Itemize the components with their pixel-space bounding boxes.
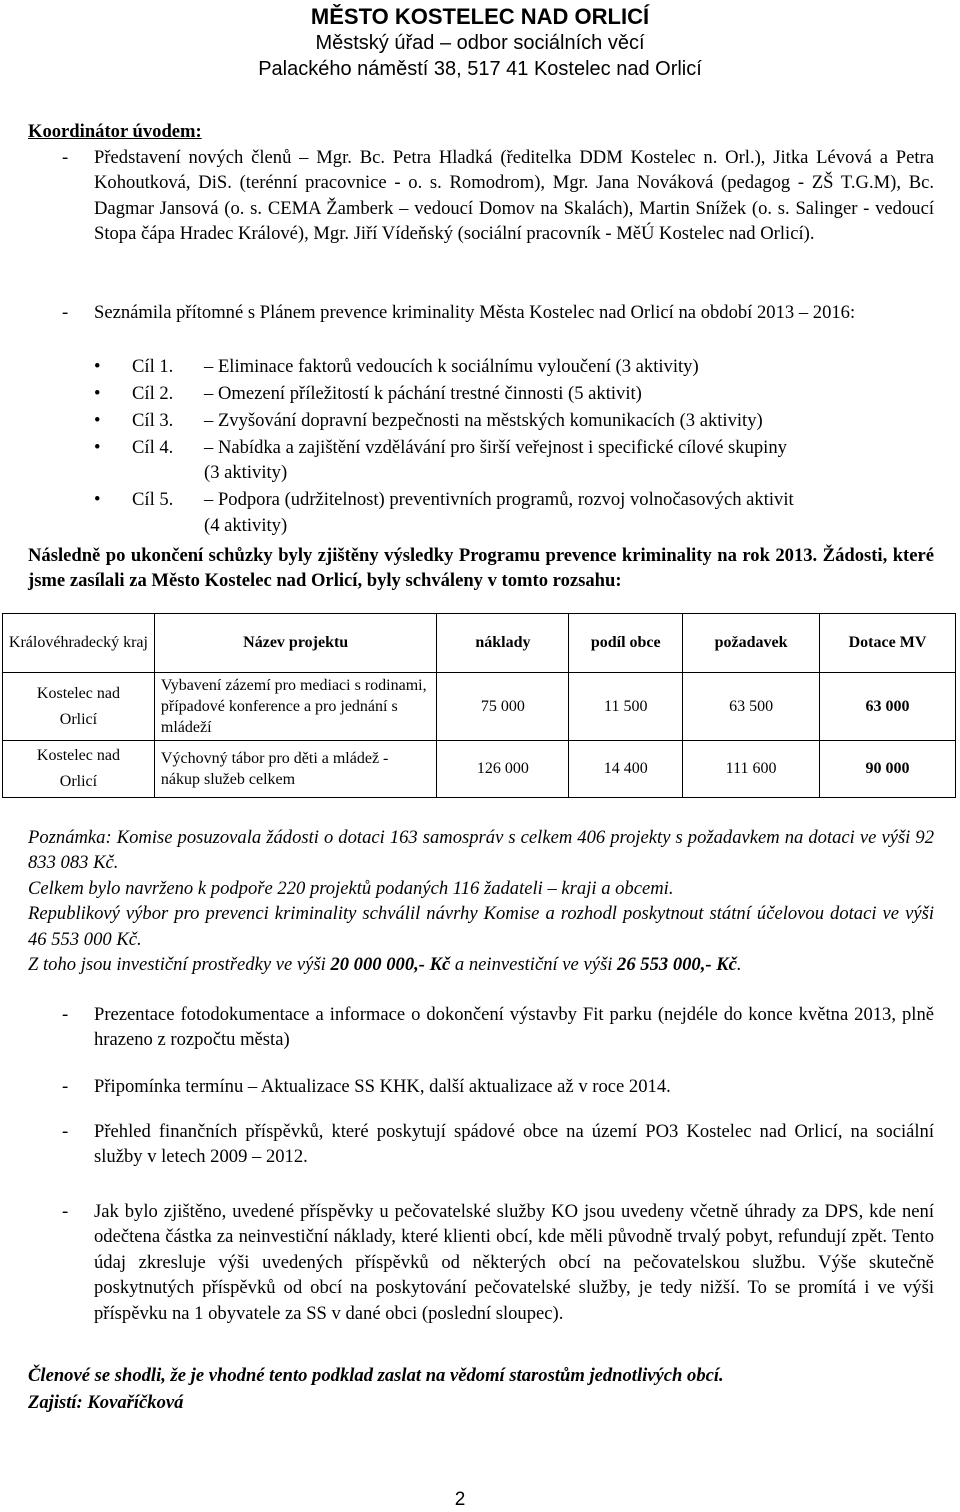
goal-item	[94, 408, 934, 433]
grants-table	[2, 613, 956, 798]
note-investment	[28, 952, 934, 977]
results-paragraph: Následně po ukončení schůzky byly zjištěny výsledky Programu prevence kriminality na rok 2013. Žádosti, které jsme zasílali za Město Kostelec nad Orlicí, byly schváleny v tomto rozsahu:	[28, 545, 934, 592]
column-header-project: Název projektu	[154, 614, 437, 673]
column-header-town-share: podíl obce	[569, 614, 683, 673]
note-noninvestment-amount: 26 553 000,- Kč	[617, 954, 737, 976]
dash-marker: -	[62, 1076, 69, 1097]
note-block	[28, 825, 934, 977]
goal-label: Cíl 5.	[132, 489, 174, 511]
goal-text: – Eliminace faktorů vedoucích k sociálnímu vyloučení (3 aktivity)	[204, 356, 699, 377]
dash-marker: -	[62, 1004, 69, 1025]
goal-item	[94, 487, 934, 538]
note-investment-amount: 20 000 000,- Kč	[330, 954, 451, 976]
goal-text: – Omezení příležitostí k páchání trestné činnosti (5 aktivit)	[204, 383, 642, 404]
note-end: .	[736, 954, 742, 976]
cell-region: Kostelec nad Orlicí	[3, 741, 155, 798]
column-header-region: Královéhradecký kraj	[3, 614, 155, 673]
item-ss-khk	[28, 1074, 934, 1099]
item-care-service	[28, 1199, 934, 1326]
coordinator-item-new-members	[28, 145, 934, 247]
cell-town-share: 14 400	[569, 741, 683, 798]
bullet-marker: •	[94, 383, 101, 404]
cell-costs: 75 000	[437, 673, 569, 741]
note-committee: Poznámka: Komise posuzovala žádosti o dotaci 163 samospráv s celkem 406 projekty s požadavkem na dotaci ve výši 92 833 083 Kč.	[28, 827, 934, 874]
dash-marker: -	[62, 147, 69, 168]
goals-list	[94, 354, 934, 540]
goal-item	[94, 354, 934, 379]
goal-label: Cíl 4.	[132, 437, 174, 458]
goal-label: Cíl 2.	[132, 383, 174, 404]
column-header-costs: náklady	[437, 614, 569, 673]
bullet-marker: •	[94, 489, 101, 511]
plan-text: Seznámila přítomné s Plánem prevence kriminality Města Kostelec nad Orlicí na období 2013 – 2016:	[94, 302, 856, 323]
item-fit-park-text: Prezentace fotodokumentace a informace o dokončení výstavby Fit parku (nejdéle do konce května 2013, plně hrazeno z rozpočtu města)	[94, 1004, 934, 1051]
letterhead	[0, 4, 960, 82]
cell-region: Kostelec nad Orlicí	[3, 673, 155, 741]
column-header-request: požadavek	[683, 614, 820, 673]
members-text: Členové se shodli, že je vhodné tento podklad zaslat na vědomí starostům jednotlivých obcí.	[28, 1365, 724, 1386]
letterhead-subtitle: Městský úřad – odbor sociálních věcí	[315, 32, 645, 54]
item-care-service-text: Jak bylo zjištěno, uvedené příspěvky u pečovatelské služby KO jsou uvedeny včetně úhrady za DPS, kde není odečtena částka za neinvestiční náklady, které klienti obcí, kde měli původně trvalý pobyt, refundují zpět. Tento údaj zkresluje výši uvedených příspěvků od některých obcí na pečovatelskou službu. Výše skutečně poskytnutých příspěvků od obcí na poskytování pečovatelské služby, je tedy nižší. To se promítá i ve výši příspěvku na 1 obyvatele za SS v dané obci (poslední sloupec).	[94, 1201, 934, 1324]
goal-text: – Nabídka a zajištění vzdělávání pro širší veřejnost i specifické cílové skupiny	[204, 437, 787, 458]
item-contributions-text: Přehled finančních příspěvků, které poskytují spádové obce na území PO3 Kostelec nad Orlicí, na sociální služby v letech 2009 – 2012.	[94, 1121, 934, 1168]
item-contributions	[28, 1119, 934, 1170]
bullet-marker: •	[94, 410, 101, 431]
goal-label: Cíl 3.	[132, 410, 174, 431]
cell-project: Vybavení zázemí pro mediaci s rodinami, případové konference a pro jednání s mládeží	[154, 673, 437, 741]
goal-item	[94, 381, 934, 406]
cell-town-share: 11 500	[569, 673, 683, 741]
cell-costs: 126 000	[437, 741, 569, 798]
item-fit-park	[28, 1002, 934, 1053]
note-approved: Republikový výbor pro prevenci kriminality schválil návrhy Komise a rozhodl poskytnout státní účelovou dotaci ve výši 46 553 000 Kč.	[28, 903, 934, 950]
dash-marker: -	[62, 302, 69, 323]
cell-grant: 90 000	[820, 741, 956, 798]
dash-marker: -	[62, 1201, 69, 1222]
coordinator-item-plan	[28, 300, 934, 325]
goal-text: – Zvyšování dopravní bezpečnosti na městských komunikacích (3 aktivity)	[204, 410, 763, 431]
table-row	[3, 741, 956, 798]
goal-label: Cíl 1.	[132, 356, 174, 377]
coordinator-heading: Koordinátor úvodem:	[28, 121, 202, 142]
new-members-text: Představení nových členů – Mgr. Bc. Petra Hladká (ředitelka DDM Kostelec n. Orl.), Jitka Lévová a Petra Kohoutková, DiS. (terénní pracovnice - o. s. Romodrom), Mgr. Jana Nováková (pedagog - ZŠ T.G.M), Bc. Dagmar Jansová (o. s. CEMA Žamberk – vedoucí Domov na Skalách), Martin Snížek (o. s. Salinger - vedoucí Stopa čápa Hradec Králové), Mgr. Jiří Vídeňský (sociální pracovník - MěÚ Kostelec nad Orlicí).	[94, 147, 934, 245]
note-noninvestment-text: a neinvestiční ve výši	[450, 954, 618, 976]
cell-request: 63 500	[683, 673, 820, 741]
table-header-row	[3, 614, 956, 673]
dash-marker: -	[62, 1121, 69, 1142]
members-conclusion	[28, 1362, 934, 1416]
bullet-marker: •	[94, 437, 101, 458]
note-investment-text: Z toho jsou investiční prostředky ve výši	[28, 954, 331, 976]
letterhead-title: MĚSTO KOSTELEC NAD ORLICÍ	[310, 4, 650, 29]
goal-text-continued: (3 aktivity)	[204, 462, 288, 484]
cell-request: 111 600	[683, 741, 820, 798]
table-row	[3, 673, 956, 741]
cell-project: Výchovný tábor pro děti a mládež - nákup služeb celkem	[154, 741, 437, 798]
goal-text-continued: (4 aktivity)	[204, 514, 288, 536]
page-number: 2	[454, 1489, 466, 1510]
goal-item	[94, 435, 934, 486]
bullet-marker: •	[94, 356, 101, 377]
letterhead-address: Palackého náměstí 38, 517 41 Kostelec nad Orlicí	[258, 58, 702, 80]
assigned-text: Zajistí: Kovaříčková	[28, 1392, 184, 1413]
item-ss-khk-text: Připomínka termínu – Aktualizace SS KHK, další aktualizace až v roce 2014.	[94, 1076, 671, 1097]
note-proposed: Celkem bylo navrženo k podpoře 220 projektů podaných 116 žadateli – kraji a obcemi.	[28, 877, 674, 899]
goal-text: – Podpora (udržitelnost) preventivních programů, rozvoj volnočasových aktivit	[204, 489, 794, 511]
column-header-grant: Dotace MV	[820, 614, 956, 673]
cell-grant: 63 000	[820, 673, 956, 741]
